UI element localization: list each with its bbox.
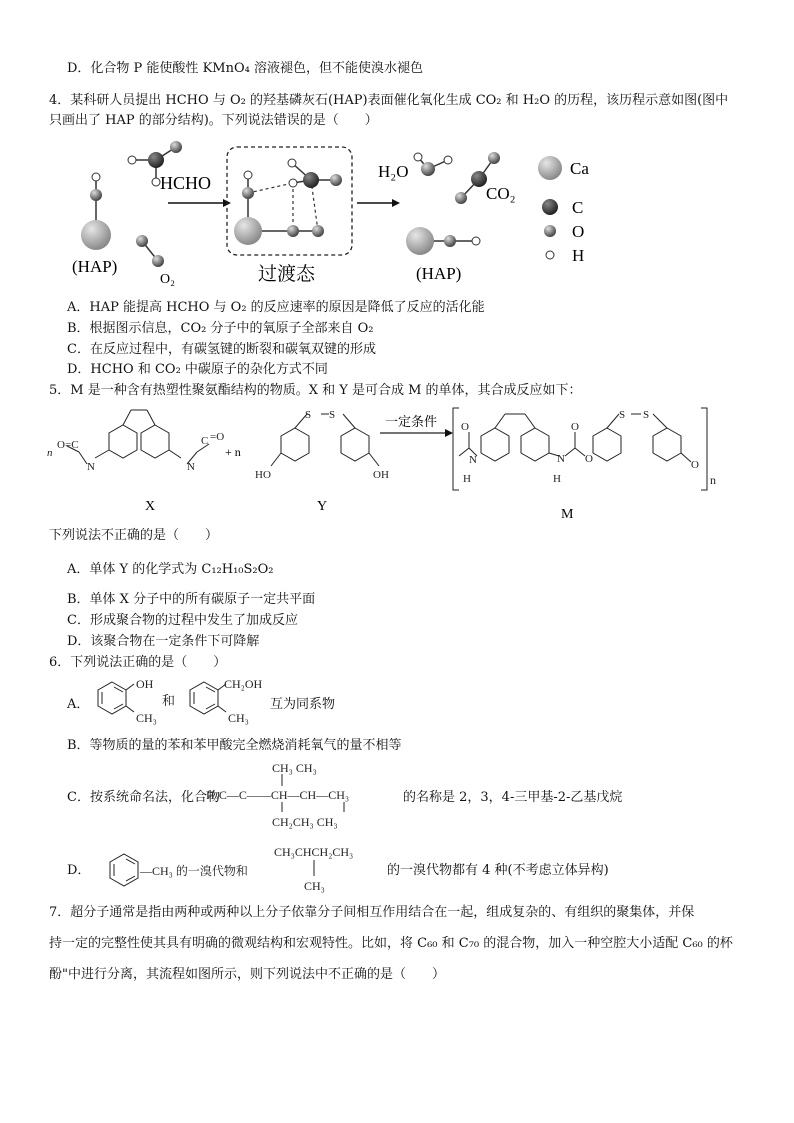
label-x: X — [145, 499, 156, 514]
svg-text:H₃C—C——CH—CH—CH₃: H₃C—C——CH—CH—CH₃ — [206, 788, 350, 802]
svg-text:=C: =C — [65, 439, 79, 451]
q4-stem-line2: 只画出了 HAP 的部分结构)。下列说法错误的是（ ） — [49, 113, 378, 128]
hap-left-label: (HAP) — [72, 257, 118, 276]
q4-option-b: B．根据图示信息，CO₂ 分子中的氧原子全部来自 O₂ — [67, 321, 374, 336]
q6-a-label: A． — [67, 697, 90, 712]
q6-c-pre: C．按系统命名法，化合物 — [67, 790, 220, 805]
svg-text:H: H — [553, 473, 561, 485]
q6-a-structures — [90, 672, 270, 728]
svg-text:O: O — [57, 439, 65, 451]
polymer-m-structure — [453, 408, 707, 490]
q5-option-d: D．该聚合物在一定条件下可降解 — [67, 634, 260, 649]
monomer-y-structure — [271, 414, 379, 466]
legend-c: C — [572, 198, 584, 217]
hcho-label: HCHO — [160, 173, 212, 193]
q6-c-tail: 的名称是 2，3，4-三甲基-2-乙基戊烷 — [403, 790, 623, 805]
svg-text:O: O — [571, 421, 579, 433]
svg-text:—CH₃ 的一溴代物和: —CH₃ 的一溴代物和 — [140, 864, 248, 878]
q5-option-a: A．单体 Y 的化学式为 C₁₂H₁₀S₂O₂ — [67, 562, 274, 577]
svg-text:N: N — [87, 461, 95, 473]
svg-text:HO: HO — [255, 469, 271, 481]
q5-option-c: C．形成聚合物的过程中发生了加成反应 — [67, 613, 298, 628]
q5-question: 下列说法不正确的是（ ） — [49, 528, 219, 543]
n-left: n — [47, 447, 53, 459]
q4-option-c: C．在反应过程中，有碳氢键的断裂和碳氧双键的形成 — [67, 342, 376, 357]
svg-text:N: N — [187, 461, 195, 473]
svg-text:S: S — [329, 409, 336, 421]
svg-text:H: H — [463, 473, 471, 485]
o2-label: O₂ — [160, 272, 175, 287]
svg-text:S: S — [619, 409, 626, 421]
reaction-condition: 一定条件 — [385, 414, 438, 429]
svg-text:CH₂OH: CH₂OH — [224, 677, 263, 691]
atom-legend — [538, 156, 589, 265]
svg-text:N: N — [557, 453, 565, 465]
svg-text:O: O — [691, 459, 699, 471]
q6-option-b: B．等物质的量的苯和苯甲酸完全燃烧消耗氧气的量不相等 — [67, 738, 402, 753]
svg-text:CH₃: CH₃ — [304, 879, 325, 893]
q6-d-label: D． — [67, 863, 91, 878]
svg-text:CH₃CHCH₂CH₃: CH₃CHCH₂CH₃ — [274, 845, 354, 859]
svg-text:CH₃ CH₃: CH₃ CH₃ — [272, 761, 317, 775]
label-y: Y — [317, 499, 328, 514]
h2o-label: H₂O — [378, 162, 409, 181]
svg-text:O: O — [461, 421, 469, 433]
q5-reaction-scheme — [45, 400, 735, 520]
svg-text:CH₂CH₃ CH₃: CH₂CH₃ CH₃ — [272, 815, 338, 829]
monomer-x-structure — [67, 410, 209, 464]
transition-state-label: 过渡态 — [258, 264, 316, 285]
svg-text:N: N — [469, 454, 477, 466]
q4-stem-line1: 4．某科研人员提出 HCHO 与 O₂ 的羟基磷灰石(HAP)表面催化氧化生成 CO₂ 和 H₂O 的历程，该历程示意如图(图中 — [49, 93, 729, 108]
svg-text:CH₃: CH₃ — [228, 711, 249, 725]
transition-state-structure — [234, 159, 342, 245]
svg-text:OH: OH — [373, 469, 389, 481]
svg-text:S: S — [305, 409, 312, 421]
q5-stem: 5．M 是一种含有热塑性聚氨酯结构的物质。X 和 Y 是可合成 M 的单体，其合成反应如下： — [49, 383, 582, 398]
svg-text:CH₃: CH₃ — [136, 711, 157, 725]
hap-left-structure — [81, 173, 111, 250]
legend-ca: Ca — [570, 159, 589, 178]
q5-option-b: B．单体 X 分子中的所有碳原子一定共平面 — [67, 592, 316, 607]
q4-option-d: D．HCHO 和 CO₂ 中碳原子的杂化方式不同 — [67, 362, 328, 377]
n-subscript: n — [710, 473, 716, 487]
h2o-molecule — [414, 153, 452, 176]
hap-right-structure — [406, 227, 480, 255]
q6-c-structure — [206, 758, 421, 830]
q6-stem: 6．下列说法正确的是（ ） — [49, 655, 227, 670]
label-m: M — [561, 507, 574, 520]
q7-line3: 酚"中进行分离，其流程如图所示，则下列说法中不正确的是（ ） — [49, 967, 445, 982]
q6-d-structures — [100, 840, 390, 896]
o2-molecule — [136, 235, 164, 267]
svg-text:C: C — [201, 435, 209, 447]
q7-line1: 7．超分子通常是指由两种或两种以上分子依靠分子间相互作用结合在一起，组成复杂的、有组织的聚集体，并保 — [49, 905, 695, 920]
legend-h: H — [572, 246, 585, 265]
svg-text:和: 和 — [162, 693, 176, 708]
svg-text:S: S — [643, 409, 650, 421]
svg-text:OH: OH — [136, 677, 154, 691]
legend-o: O — [572, 222, 585, 241]
q7-line2: 持一定的完整性使其具有明确的微观结构和宏观特性。比如，将 C₆₀ 和 C₇₀ 的混合物，加入一种空腔大小适配 C₆₀ 的杯 — [49, 936, 733, 951]
q6-d-tail: 的一溴代物都有 4 种(不考虑立体异构) — [387, 863, 609, 878]
hap-right-label: (HAP) — [416, 264, 462, 283]
q4-option-a: A．HAP 能提高 HCHO 与 O₂ 的反应速率的原因是降低了反应的活化能 — [67, 300, 485, 315]
svg-text:=O: =O — [210, 431, 225, 443]
q6-a-tail: 互为同系物 — [270, 697, 336, 712]
co2-label: CO₂ — [486, 184, 516, 203]
svg-text:O: O — [585, 453, 593, 465]
plus-n: + n — [225, 445, 241, 459]
q4-reaction-figure — [60, 135, 620, 290]
q3-option-d: D．化合物 P 能使酸性 KMnO₄ 溶液褪色，但不能使溴水褪色 — [67, 61, 423, 76]
